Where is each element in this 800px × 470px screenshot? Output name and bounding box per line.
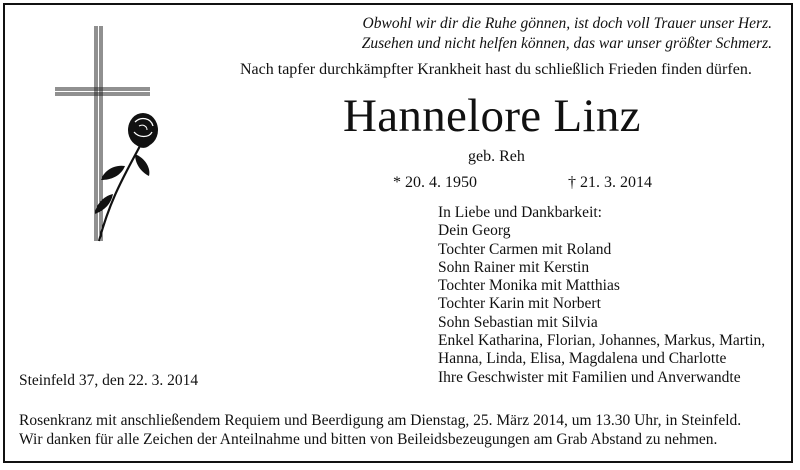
service-line-1: Rosenkranz mit anschließendem Requiem und Beerdigung am Dienstag, 25. März 2014, um 13.30 Uhr, in Steinfeld. bbox=[19, 412, 742, 429]
verse bbox=[362, 14, 772, 54]
mourner-line: Tochter Monika mit Matthias bbox=[438, 277, 620, 295]
verse-line-1: Obwohl wir dir die Ruhe gönnen, ist doch voll Trauer unser Herz. bbox=[362, 15, 772, 32]
mourner-line: Dein Georg bbox=[438, 222, 511, 240]
maiden-name: geb. Reh bbox=[468, 148, 525, 165]
verse-line-2: Zusehen und nicht helfen können, das war unser größter Schmerz. bbox=[361, 35, 772, 52]
mourner-line: Enkel Katharina, Florian, Johannes, Markus, Martin, bbox=[438, 332, 766, 350]
mourner-line: Tochter Karin mit Norbert bbox=[438, 295, 601, 313]
mourner-line: Ihre Geschwister mit Familien und Anverwandte bbox=[438, 368, 741, 386]
service-line-2: Wir danken für alle Zeichen der Anteilnahme und bitten von Beileidsbezeugungen am Grab Abstand zu nehmen. bbox=[19, 431, 718, 448]
place-date: Steinfeld 37, den 22. 3. 2014 bbox=[19, 372, 199, 389]
mourners-heading: In Liebe und Dankbarkeit: bbox=[438, 204, 602, 221]
deceased-name: Hannelore Linz bbox=[343, 90, 641, 142]
mourners-list bbox=[438, 204, 765, 387]
cross-with-rose-icon bbox=[55, 26, 175, 251]
birth-date: * 20. 4. 1950 bbox=[393, 174, 477, 191]
intro-text: Nach tapfer durchkämpfter Krankheit hast du schließlich Frieden finden dürfen. bbox=[240, 61, 752, 78]
mourner-line: Sohn Sebastian mit Silvia bbox=[438, 313, 598, 331]
mourner-line: Sohn Rainer mit Kerstin bbox=[438, 258, 590, 276]
death-date: † 21. 3. 2014 bbox=[568, 174, 652, 191]
mourner-line: Tochter Carmen mit Roland bbox=[438, 240, 612, 258]
service-info bbox=[19, 411, 741, 449]
mourner-line: Hanna, Linda, Elisa, Magdalena und Charlotte bbox=[438, 350, 727, 368]
